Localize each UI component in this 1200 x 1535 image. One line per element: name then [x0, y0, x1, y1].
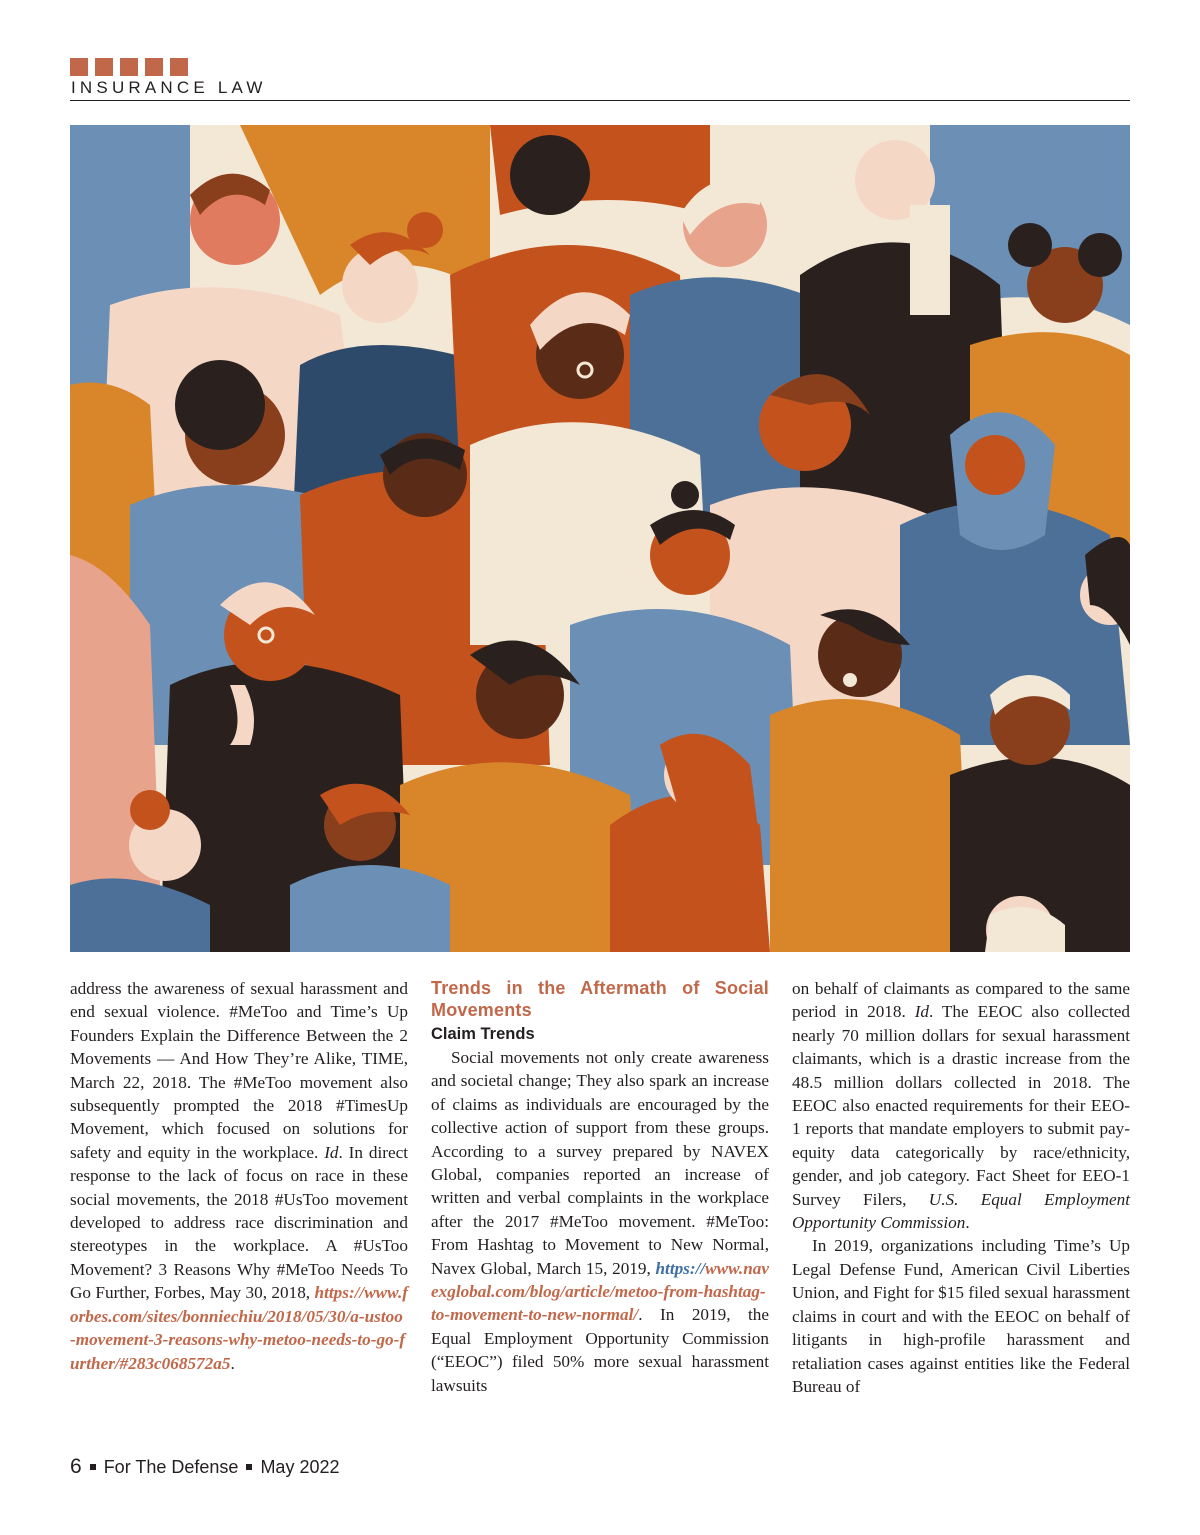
citation-id: Id — [324, 1142, 339, 1162]
paragraph — [431, 1046, 769, 1397]
crowd-illustration — [70, 125, 1130, 952]
section-label: INSURANCE LAW — [71, 78, 267, 97]
publication-name: For The Defense — [103, 1456, 239, 1477]
navex-link-start[interactable]: https:// — [655, 1258, 706, 1278]
paragraph: In 2019, organizations including Time’s Up Legal Defense Fund, American Civil Liberties Union, and Fight for $15 filed sexual harassment claims in court and with the EEOC on behalf of litigants in high-profile harassment and retaliation cases against entities like the Federal Bureau of — [792, 1236, 1130, 1396]
body-text: Social movements not only create awareness and societal change; They also spark an increase of claims as individuals are encouraged by the collective action of support from these groups. According to a survey prepared by NAVEX Global, companies reported an increase of written and verbal complaints in the workplace after the 2017 #MeToo movement. #MeToo: From Hashtag to Movement to New Normal, Navex Global, March 15, 2019, — [431, 1048, 769, 1278]
citation-id: Id — [914, 1002, 930, 1022]
marker-square — [95, 58, 113, 76]
section-marker-squares — [70, 58, 188, 76]
marker-square — [120, 58, 138, 76]
paragraph — [792, 977, 1130, 1234]
citation-source: U.S. Equal Employment Opportunity Commission — [792, 1189, 1130, 1233]
marker-square — [145, 58, 163, 76]
paragraph — [70, 977, 408, 1375]
body-text: . In direct response to the lack of focus on race in these social movements, the 2018 #UsToo movement developed to address race discrimination and stereotypes in the workplace. A #UsToo Movement? 3 Reasons Why #MeToo Needs To Go Further, Forbes, May 30, 2018, — [70, 1142, 408, 1303]
body-text: . In 2019, the Equal Employment Opportunity Commission (“EEOC”) filed 50% more sexual harassment lawsuits — [431, 1305, 769, 1395]
body-text: address the awareness of sexual harassment and end sexual violence. #MeToo and Time’s Up Founders Explain the Difference Between the 2 Movements — And How They’re Alike, TIME, March 22, 2018. The #MeToo movement also subsequently prompted the 2018 #TimesUp Movement, which focused on solutions for safety and equity in the workplace. — [70, 979, 408, 1162]
body-text: . — [965, 1213, 970, 1233]
navex-link[interactable]: www.navexglobal.com/blog/article/metoo-from-hashtag-to-movement-to-new-normal/ — [431, 1258, 769, 1325]
footer-separator — [90, 1464, 96, 1470]
article-column-2 — [431, 977, 769, 1397]
marker-square — [70, 58, 88, 76]
body-text: . — [230, 1353, 235, 1373]
page-number: 6 — [70, 1455, 82, 1478]
header-rule — [70, 100, 1130, 101]
marker-square — [170, 58, 188, 76]
body-text: on behalf of claimants as compared to the same period in 2018. — [792, 979, 1130, 1022]
footer-separator — [246, 1464, 252, 1470]
subsection-heading: Claim Trends — [431, 1025, 535, 1043]
page-footer — [70, 1455, 340, 1479]
forbes-link[interactable]: https://www.forbes.com/sites/bonniechiu/2018/05/30/a-ustoo-movement-3-reasons-why-metoo-needs-to-go-further/#283c068572a5 — [70, 1283, 408, 1373]
article-column-3 — [792, 977, 1130, 1398]
article-column-1 — [70, 977, 408, 1375]
section-heading: Trends in the Aftermath of Social Movements — [431, 978, 769, 1020]
body-text: . The EEOC also collected nearly 70 million dollars for sexual harassment claimants, which is a drastic increase from the 48.5 million dollars collected in 2018. The EEOC also enacted requirements for their EEO-1 reports that mandate employers to submit pay-equity data categorically by race/ethnicity, gender, and job category. Fact Sheet for EEO-1 Survey Filers, — [792, 1002, 1130, 1209]
issue-date: May 2022 — [260, 1456, 340, 1477]
